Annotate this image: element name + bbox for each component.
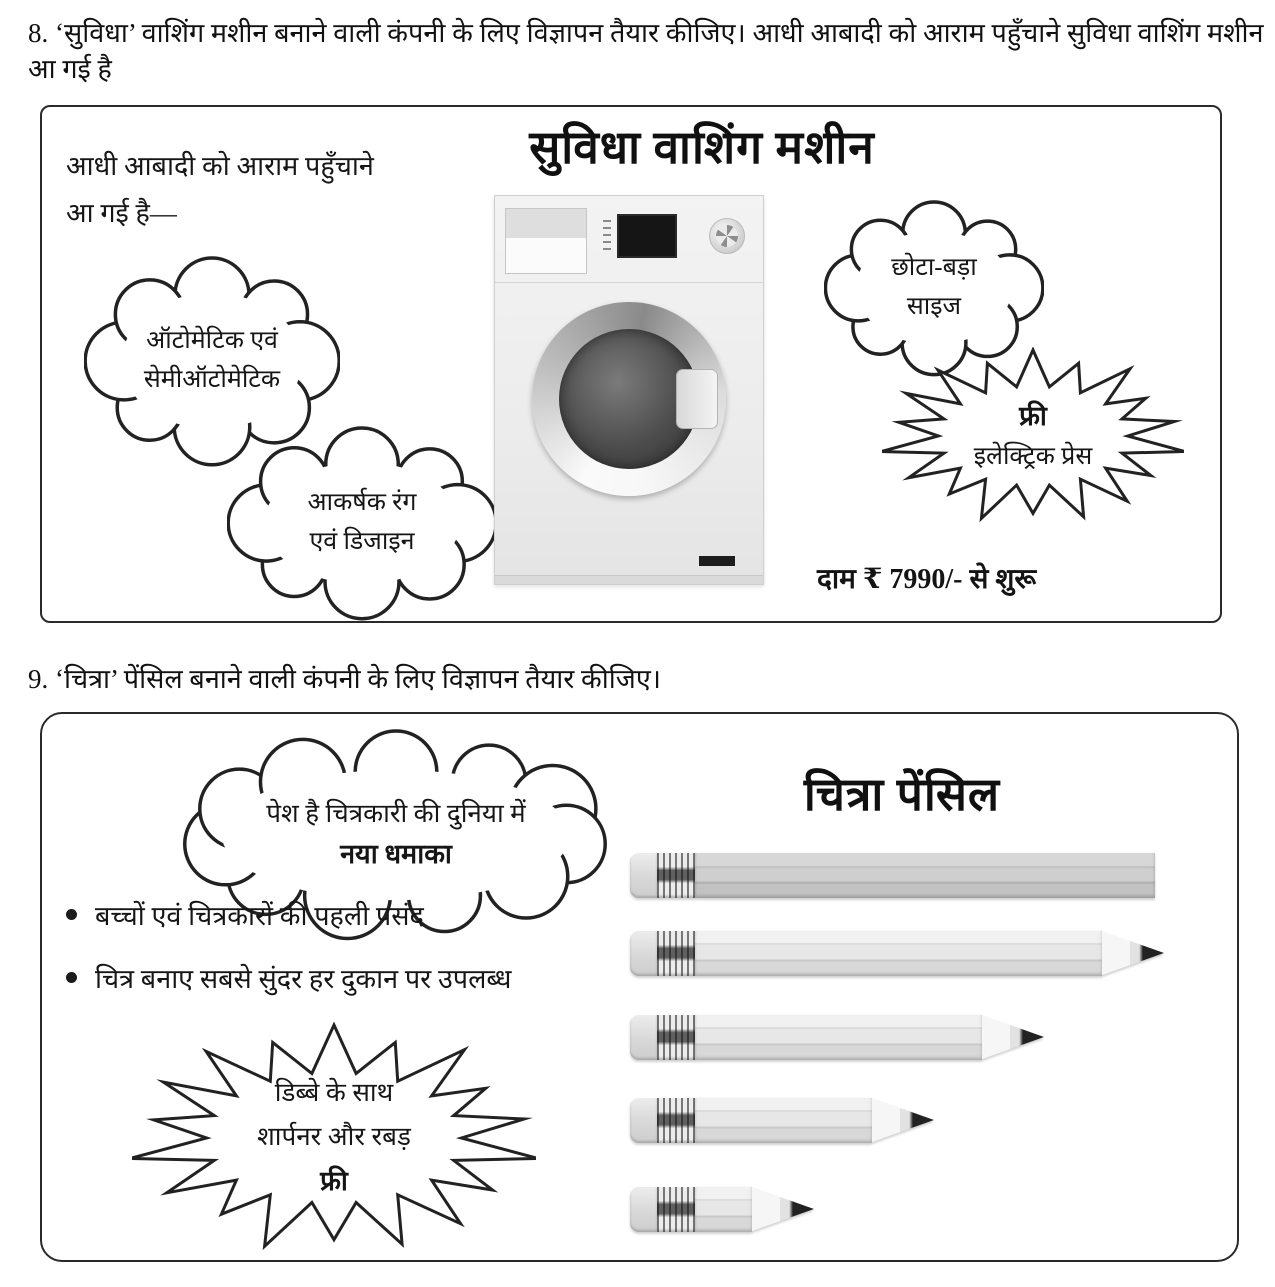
washing-machine-illustration: [494, 195, 764, 585]
pencil-body: [695, 930, 1102, 976]
cloud-size-line1: छोटा-बड़ा: [891, 254, 977, 282]
machine-base: [495, 575, 763, 584]
pencil-tip: [752, 1186, 814, 1232]
pencil-ferrule: [657, 1097, 695, 1143]
pencil-body: [695, 1097, 872, 1143]
bullet-dot-icon: [66, 909, 77, 920]
burst-free-press: [882, 347, 1184, 525]
control-knob-icon: [709, 218, 745, 254]
pencil-ad-box: [40, 712, 1239, 1262]
pencil-eraser: [630, 1014, 657, 1060]
pencil-tip: [872, 1097, 934, 1143]
gift-line1: डिब्बे के साथ: [274, 1077, 394, 1107]
pencil-illustration: [630, 930, 1164, 976]
washing-machine-ad-title: सुविधा वाशिंग मशीन: [529, 122, 875, 173]
panel-ticks: [603, 220, 611, 252]
cloud-design-line1: आकर्षक रंग: [307, 489, 417, 517]
pencil-ferrule: [657, 852, 695, 898]
tagline: [66, 143, 466, 238]
door-handle: [676, 369, 718, 429]
detergent-drawer: [505, 208, 587, 274]
knob-pattern: [716, 225, 738, 247]
bullet-item: [66, 959, 626, 996]
bullet-text-2: चित्र बनाए सबसे सुंदर हर दुकान पर उपलब्ध: [95, 964, 512, 994]
pencil-cloud-line1: पेश है चित्रकारी की दुनिया में: [266, 798, 526, 828]
pencil-illustration: [630, 852, 1155, 898]
pencil-ferrule: [657, 1014, 695, 1060]
panel-divider: [495, 282, 763, 283]
bullet-list: [66, 896, 626, 1022]
pencil-body: [695, 852, 1155, 898]
bullet-item: [66, 896, 626, 933]
burst-free-gift: [132, 1022, 536, 1254]
cloud-automatic-line2: सेमीऑटोमेटिक: [143, 366, 281, 393]
bullet-dot-icon: [66, 972, 77, 983]
pencil-ferrule: [657, 930, 695, 976]
pencil-body: [695, 1186, 752, 1232]
pencil-ferrule: [657, 1186, 695, 1232]
control-display: [617, 214, 677, 258]
pencil-ad-title: चित्रा पेंसिल: [803, 769, 1001, 820]
pencil-cloud-line2: नया धमाका: [340, 839, 452, 870]
burst-line1: फ्री: [1019, 400, 1047, 431]
pencil-illustration: [630, 1186, 814, 1232]
pencil-tip: [982, 1014, 1044, 1060]
burst-line2: इलेक्ट्रिक प्रेस: [973, 442, 1093, 470]
pencil-body: [695, 1014, 982, 1060]
gift-line2: शार्पनर और रबड़: [257, 1122, 411, 1152]
burst-free-gift-text: [132, 1022, 536, 1254]
pencil-tip: [1102, 930, 1164, 976]
tagline-line1: आधी आबादी को आराम पहुँचाने: [66, 151, 374, 181]
machine-door: [532, 302, 726, 496]
cloud-size-line2: साइज: [906, 293, 962, 320]
power-button: [699, 556, 735, 566]
cloud-automatic-line1: ऑटोमेटिक एवं: [146, 327, 278, 355]
question-8-text: 8. ‘सुविधा’ वाशिंग मशीन बनाने वाली कंपनी के लिए विज्ञापन तैयार कीजिए। आधी आबादी को आराम पहुँचाने सुविधा वाशिंग मशीन आ गई है: [28, 18, 1264, 84]
cloud-design-line2: एवं डिजाइन: [309, 528, 415, 555]
bullet-text-1: बच्चों एवं चित्रकारों की पहली पसंद: [95, 901, 424, 931]
pencil-illustration: [630, 1014, 1044, 1060]
pencil-illustration: [630, 1097, 934, 1143]
burst-free-press-text: [882, 347, 1184, 525]
cloud-design: [227, 425, 497, 621]
pencil-eraser: [630, 1186, 657, 1232]
price-text: दाम ₹ 7990/- से शुरू: [817, 564, 1037, 595]
pencil-eraser: [630, 852, 657, 898]
pencil-eraser: [630, 1097, 657, 1143]
tagline-line2: आ गई है—: [66, 198, 177, 229]
gift-line3: फ्री: [320, 1166, 348, 1197]
question-9-text: 9. ‘चित्रा’ पेंसिल बनाने वाली कंपनी के लिए विज्ञापन तैयार कीजिए।: [28, 664, 661, 694]
pencil-eraser: [630, 930, 657, 976]
cloud-design-text: [227, 425, 497, 621]
washing-machine-ad-box: [40, 105, 1222, 623]
